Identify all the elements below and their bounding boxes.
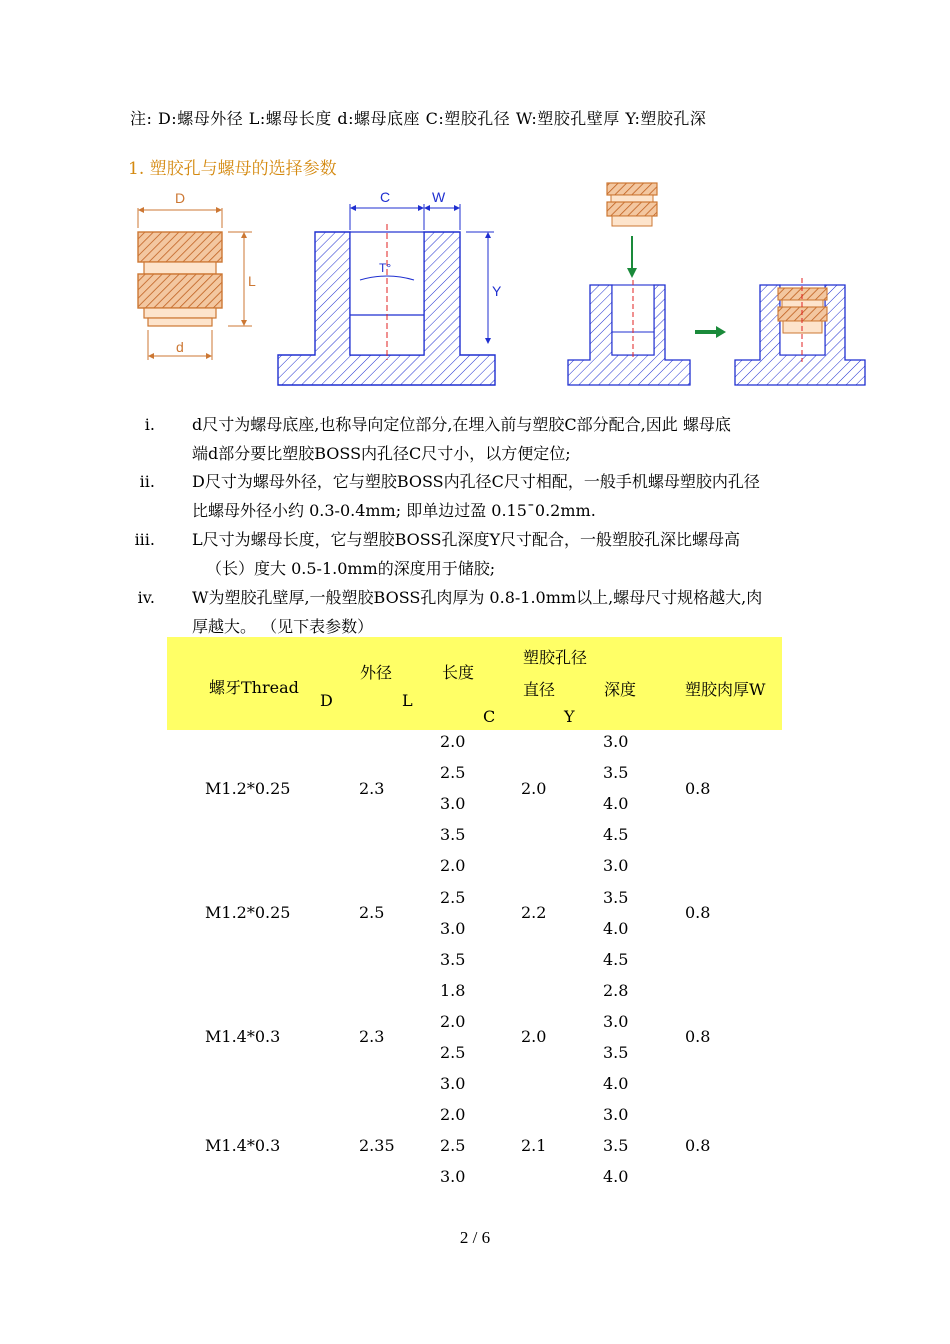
cell-depth-y: 3.0	[603, 1011, 629, 1031]
cell-depth-y: 3.5	[603, 1136, 629, 1156]
cell-depth-y: 3.0	[603, 856, 629, 876]
col-length: 长度	[442, 663, 475, 682]
cell-length-l: 2.0	[440, 856, 466, 876]
insertion-sequence-figure	[568, 183, 865, 385]
cell-depth-y: 4.5	[603, 949, 629, 969]
col-length-sub: L	[402, 691, 413, 710]
cell-length-l: 2.5	[440, 763, 466, 783]
col-depth-sub: Y	[564, 707, 575, 726]
cell-wall-w: 0.8	[685, 778, 711, 798]
cell-length-l: 1.8	[440, 980, 466, 1000]
cell-thread: M1.2*0.25	[205, 778, 291, 798]
cell-outer-d: 2.5	[359, 903, 385, 923]
cell-length-l: 3.5	[440, 949, 466, 969]
nut-figure	[138, 190, 256, 360]
list-line: d尺寸为螺母底座,也称导向定位部分,在埋入前与塑胶C部分配合,因此 螺母底	[192, 415, 731, 434]
list-line: 厚越大。 （见下表参数）	[192, 617, 374, 636]
cell-length-l: 3.0	[440, 918, 466, 938]
cell-length-l: 3.0	[440, 1167, 466, 1187]
spec-table	[167, 637, 782, 1197]
table-header	[167, 637, 782, 730]
cell-depth-y: 3.5	[603, 887, 629, 907]
label-C: C	[380, 189, 391, 205]
cell-length-l: 2.5	[440, 1136, 466, 1156]
col-outer-sub: D	[320, 691, 333, 710]
cell-length-l: 3.0	[440, 1074, 466, 1094]
cell-length-l: 2.0	[440, 732, 466, 751]
col-dia: 直径	[523, 680, 556, 699]
legend-note: 注: D:螺母外径 L:螺母长度 d:螺母底座 C:塑胶孔径 W:塑胶孔壁厚 Y:塑胶孔深	[130, 109, 707, 128]
cell-length-l: 2.5	[440, 1043, 466, 1062]
cell-depth-y: 4.0	[603, 794, 629, 814]
cell-length-l: 2.0	[440, 1105, 466, 1125]
list-line: D尺寸为螺母外径，它与塑胶BOSS内孔径C尺寸相配，一般手机螺母塑胶内孔径	[192, 472, 760, 491]
cell-length-l: 3.0	[440, 794, 466, 814]
col-thread: 螺牙Thread	[209, 678, 299, 697]
list-line: 端d部分要比塑胶BOSS内孔径C尺寸小，以方便定位;	[192, 444, 571, 463]
cell-depth-y: 2.8	[603, 980, 629, 1000]
label-D: D	[175, 190, 186, 206]
cell-depth-y: 3.5	[603, 763, 629, 783]
cell-thread: M1.2*0.25	[205, 903, 291, 923]
section-heading: 1. 塑胶孔与螺母的选择参数	[128, 159, 337, 179]
cell-depth-y: 4.5	[603, 825, 629, 845]
cell-outer-d: 2.35	[359, 1136, 395, 1156]
table-body	[167, 730, 782, 1197]
cell-wall-w: 0.8	[685, 1136, 711, 1156]
cell-depth-y: 3.0	[603, 1105, 629, 1125]
list-line: （长）度大 0.5-1.0mm的深度用于储胶;	[206, 559, 496, 578]
cell-length-l: 2.0	[440, 1011, 466, 1031]
cell-length-l: 2.5	[440, 887, 466, 907]
page-number: 2 / 6	[459, 1228, 491, 1247]
cell-outer-d: 2.3	[359, 1027, 385, 1047]
cell-length-l: 3.5	[440, 825, 466, 845]
list-num: i.	[144, 415, 155, 434]
label-L: L	[248, 273, 256, 289]
boss-section-figure	[278, 189, 502, 385]
cell-depth-y: 3.0	[603, 732, 629, 751]
col-outer: 外径	[360, 663, 393, 682]
cell-wall-w: 0.8	[685, 1027, 711, 1047]
cell-depth-y: 3.5	[603, 1043, 629, 1062]
list-line: W为塑胶孔壁厚,一般塑胶BOSS孔肉厚为 0.8-1.0mm以上,螺母尺寸规格越大,肉	[192, 588, 763, 607]
cell-thread: M1.4*0.3	[205, 1136, 281, 1156]
cell-depth-y: 4.0	[603, 1167, 629, 1187]
figure-diagrams	[120, 180, 880, 395]
cell-depth-y: 4.0	[603, 1074, 629, 1094]
label-d: d	[176, 339, 184, 355]
cell-hole-c: 2.0	[521, 1027, 547, 1047]
cell-wall-w: 0.8	[685, 903, 711, 923]
cell-hole-c: 2.0	[521, 778, 547, 798]
list-line: L尺寸为螺母长度，它与塑胶BOSS孔深度Y尺寸配合，一般塑胶孔深比螺母高	[192, 530, 741, 549]
list-num: iii.	[134, 530, 155, 549]
cell-depth-y: 4.0	[603, 918, 629, 938]
col-hole: 塑胶孔径	[523, 648, 588, 667]
cell-hole-c: 2.2	[521, 903, 547, 923]
label-W: W	[432, 189, 446, 205]
cell-hole-c: 2.1	[521, 1136, 547, 1156]
col-depth: 深度	[604, 680, 637, 699]
label-Y: Y	[492, 283, 502, 299]
col-dia-sub: C	[483, 707, 496, 726]
label-T: T°	[379, 261, 392, 275]
cell-outer-d: 2.3	[359, 778, 385, 798]
list-num: ii.	[139, 472, 155, 491]
cell-thread: M1.4*0.3	[205, 1027, 281, 1047]
col-wall: 塑胶肉厚W	[685, 680, 766, 699]
list-line: 比螺母外径小约 0.3-0.4mm; 即单边过盈 0.15¯0.2mm.	[192, 501, 596, 520]
list-num: iv.	[137, 588, 155, 607]
